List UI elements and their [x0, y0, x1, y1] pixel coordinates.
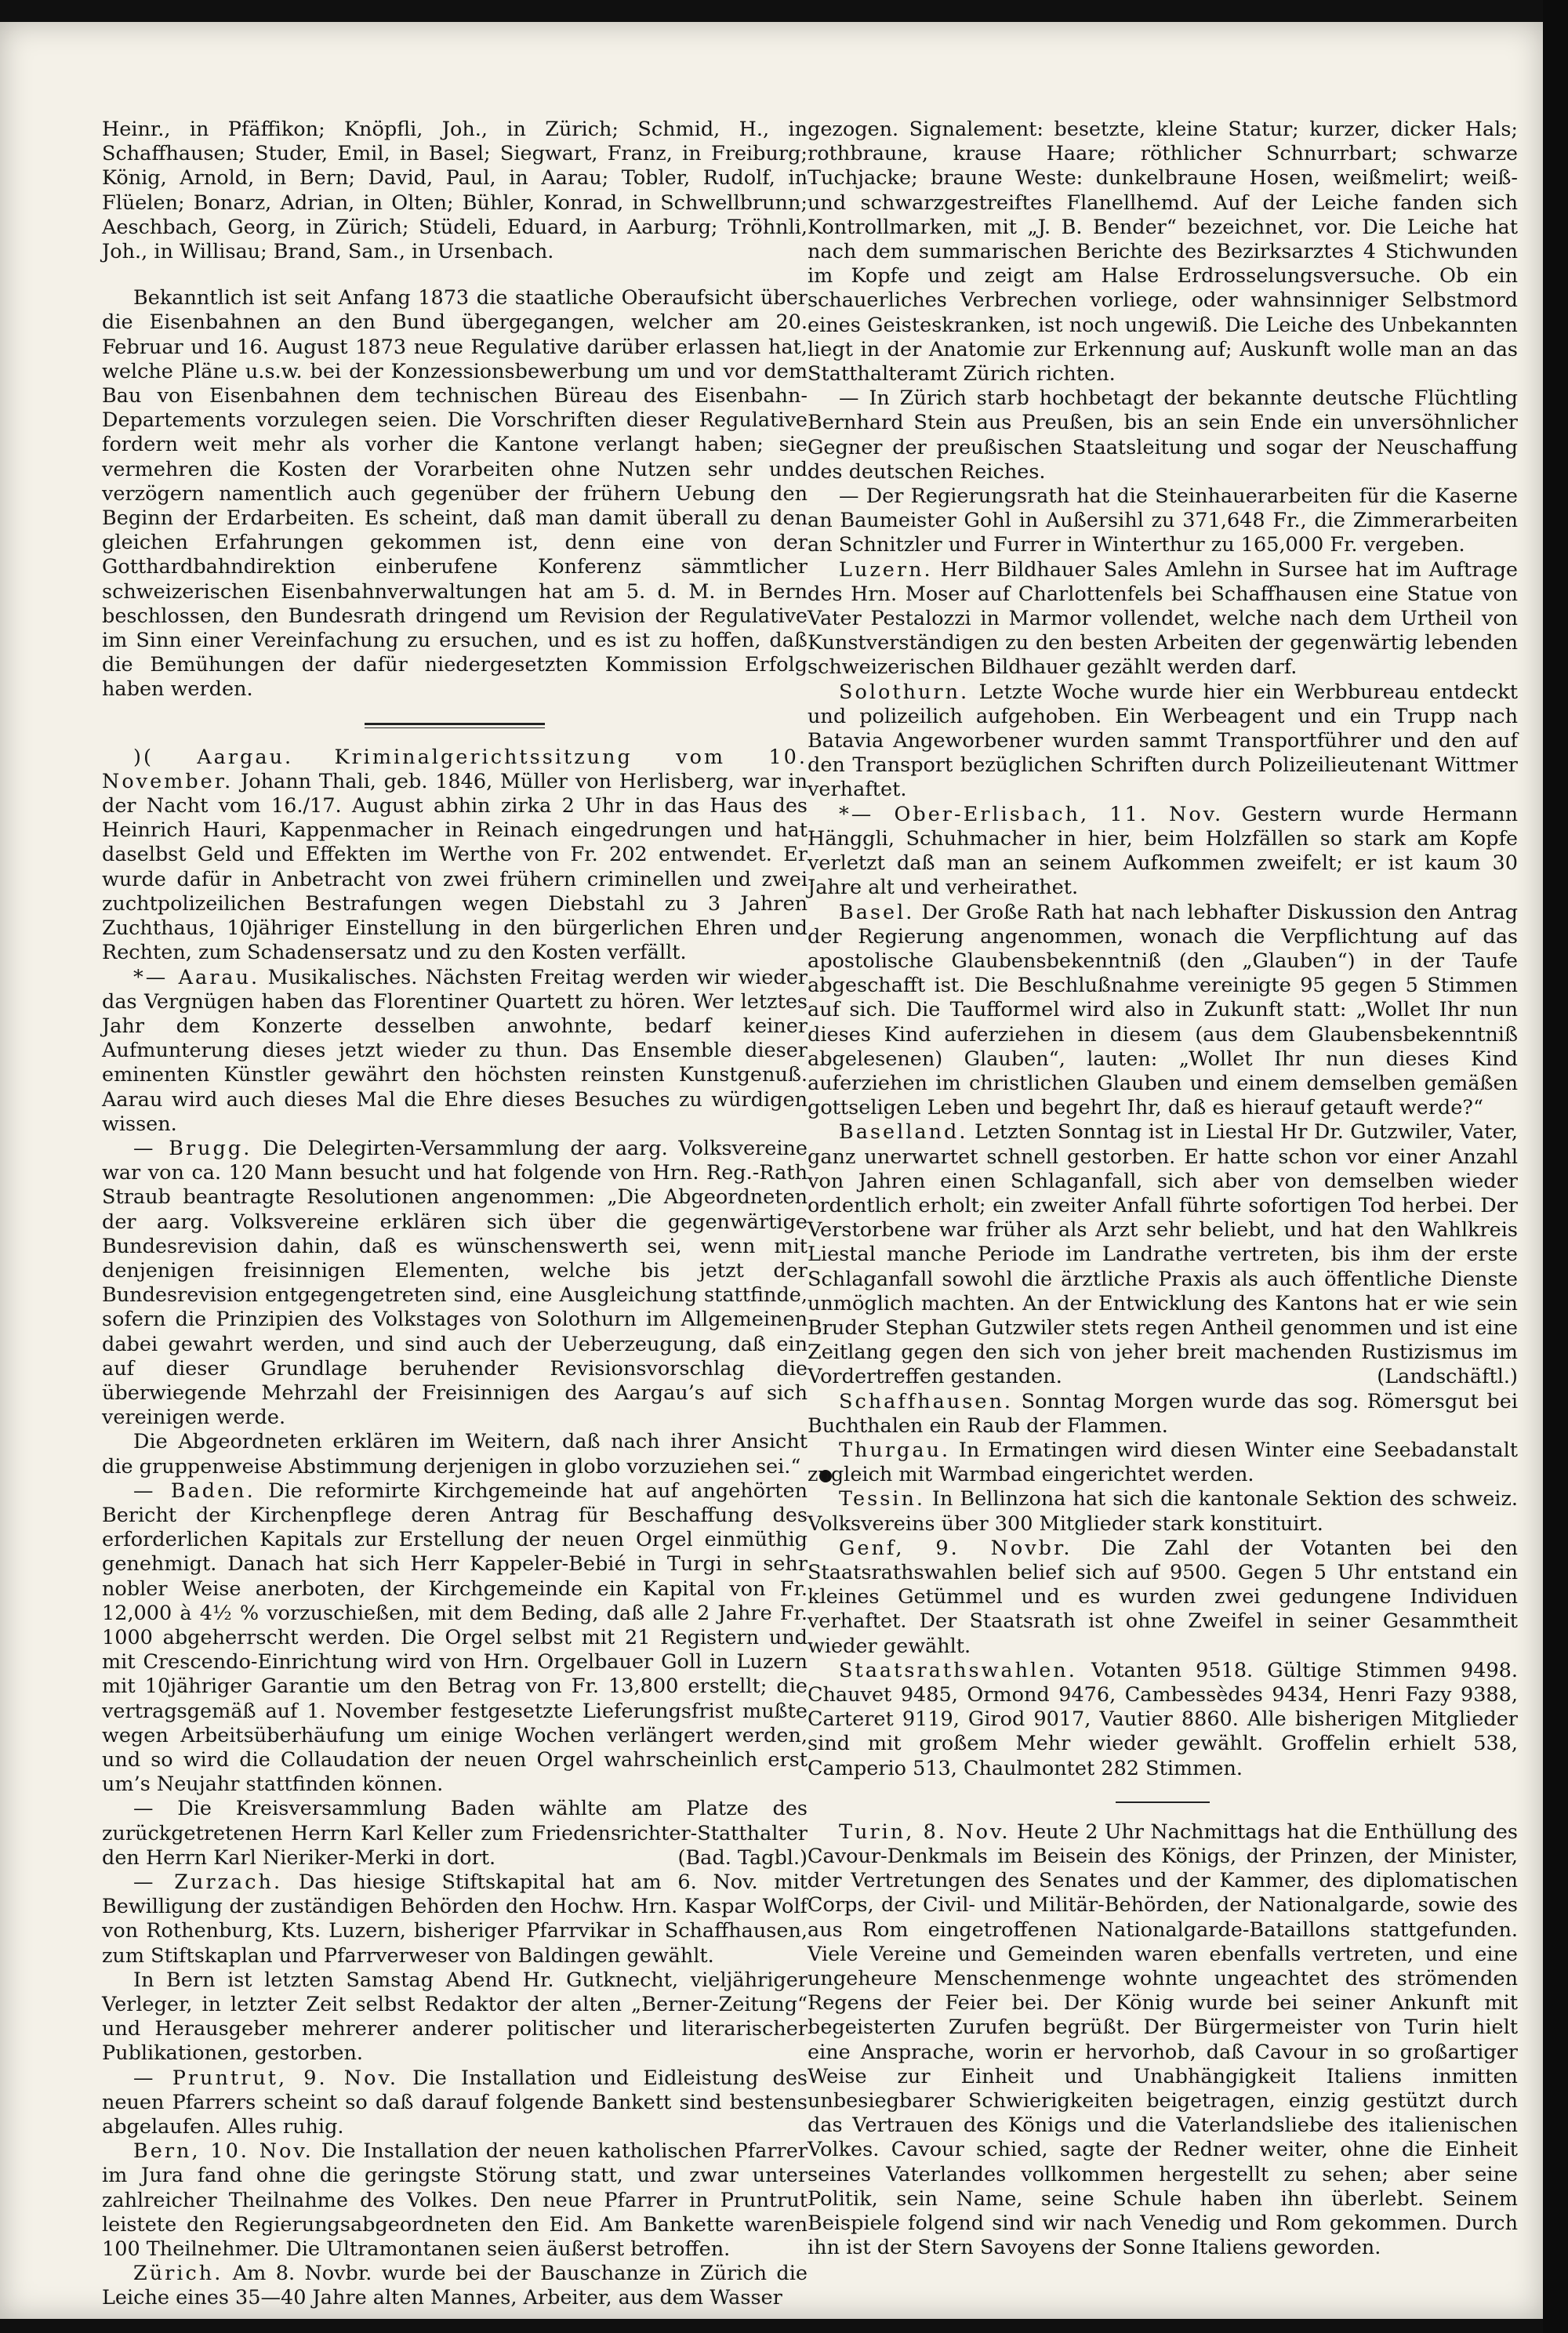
article-turin: Turin, 8. Nov. Heute 2 Uhr Nachmittags hat die Enthüllung des Cavour-Denkmals im Beisein des Königs, der Prinzen, der Minister, der Vertretungen des Senates und der Kammer, des diplomatischen Corps, der Civil- und Militär-Behörden, der Nationalgarde, sowie des aus Rom eingetroffenen Nationalgarde-Bataillons stattgefunden. Viele Vereine und Gemeinden waren ebenfalls vertreten, und eine ungeheure Menschenmenge wohnte ungeachtet des strömenden Regens der Feier bei. Der König wurde bei seiner Ankunft mit begeisterten Zurufen begrüßt. Der Bürgermeister von Turin hielt eine Ansprache, worin er hervorhob, daß Cavour in so großartiger Weise zur Einheit und Unabhängigkeit Italiens inmitten unbesiegbarer Schwierigkeiten beigetragen, einzig gestützt durch das Vertrauen des Königs und die Vaterlandsliebe des italienischen Volkes. Cavour schied, sagte der Redner weiter, ohne die Einheit seines Vaterlandes vollkommen hergestellt zu sehen; aber seine Politik, sein Name, seine Schule haben ihn überlebt. Seinem Beispiele folgend sind wir nach Venedig und Rom gekommen. Durch ihn ist der Stern Savoyens der Sonne Italiens geworden. [808, 1820, 1518, 2260]
article-brugg-cont: Die Abgeordneten erklären im Weitern, daß nach ihrer Ansicht die gruppenweise Abstimmung derjenigen in globo vorzuziehen sei.“ [102, 1430, 808, 1479]
article-bern-obituary: In Bern ist letzten Samstag Abend Hr. Gutknecht, vieljähriger Verleger, in letzter Zeit selbst Redaktor der alten „Berner-Zeitung“ und Herausgeber mehrerer anderer politischer und literarischer Publikationen, gestorben. [102, 1968, 808, 2066]
article-solothurn: Solothurn. Letzte Woche wurde hier ein Werbbureau entdeckt und polizeilich aufgehoben. Ein Werbeagent und ein Trupp nach Batavia Angeworbener wurden sammt Transportführer und den auf den Transport bezüglichen Schriften durch Polizeilieutenant Wittmer verhaftet. [808, 680, 1518, 802]
article-tessin: Tessin. In Bellinzona hat sich die kantonale Sektion des schweiz. Volksvereins über 300 Mitglieder stark konstituirt. [808, 1487, 1518, 1536]
article-thurgau: Thurgau. In Ermatingen wird diesen Winter eine Seebadanstalt zugleich mit Warmbad eingerichtet werden. [808, 1438, 1519, 1487]
section-divider [1116, 1801, 1210, 1803]
article-luzern: Luzern. Herr Bildhauer Sales Amlehn in Sursee hat im Auftrage des Hrn. Moser auf Charlottenfels bei Schaffhausen eine Statue von Vater Pestalozzi in Marmor vollendet, welche nach dem Urtheil von Kunstverständigen zu den besten Arbeiten der gegenwärtig lebenden schweizerischen Bildhauer gezählt werden darf. [808, 557, 1518, 680]
article-zurich-body: Zürich. Am 8. Novbr. wurde bei der Bauschanze in Zürich die Leiche eines 35—40 Jahre alten Mannes, Arbeiter, aus dem Wasser [102, 2262, 808, 2310]
section-divider [365, 723, 545, 728]
subheading: Kriminalgerichtssitzung vom 10. November. [102, 745, 808, 793]
article-baden-election: — Die Kreisversammlung Baden wählte am Platze des zurückgetretenen Herrn Karl Keller zum Friedensrichter-Statthalter den Herrn Karl Nieriker-Merki in dort. (Bad. Tagbl.) [102, 1797, 808, 1870]
source-credit: (Bad. Tagbl.) [677, 1845, 808, 1870]
article-zurich-body-cont: gezogen. Signalement: besetzte, kleine Statur; kurzer, dicker Hals; rothbraune, krause Haare; röthlicher Schnurrbart; schwarze Tuchjacke; braune Weste: dunkelbraune Hosen, weißmelirt; weiß- und schwarzgestreiftes Flanellhemd. Auf der Leiche fanden sich Kontrollmarken, mit „J. B. Bender“ bezeichnet, vor. Die Leiche hat nach dem summarischen Berichte des Bezirksarztes 4 Stichwunden im Kopfe und zeigt am Halse Erdrosselungsversuche. Ob ein schauerliches Verbrechen vorliege, oder wahnsinniger Selbstmord eines Geisteskranken, ist noch ungewiß. Die Leiche des Unbekannten liegt in der Anatomie zur Erkennung auf; Auskunft wolle man an das Statthalteramt Zürich richten. [808, 118, 1518, 386]
article-zurich-kaserne: — Der Regierungsrath hat die Steinhauerarbeiten für die Kaserne an Baumeister Gohl in Außersihl zu 371,648 Fr., die Zimmerarbeiten an Schnitzler und Furrer in Winterthur zu 165,000 Fr. vergeben. [808, 484, 1518, 557]
article-ober-erlisbach: *— Ober-Erlisbach, 11. Nov. Gestern wurde Hermann Hänggli, Schuhmacher in hier, beim Holzfällen so stark am Kopfe verletzt daß man an seinem Aufkommen zweifelt; er ist kaum 30 Jahre alt und verheirathet. [808, 802, 1519, 900]
left-column [102, 118, 808, 2311]
article-zurzach: — Zurzach. Das hiesige Stiftskapital hat am 6. Nov. mit Bewilligung der zuständigen Behörden den Hochw. Hrn. Kaspar Wolf von Rothenburg, Kts. Luzern, bisheriger Pfarrvikar in Schaffhausen, zum Stiftskaplan und Pfarrverweser von Baldingen gewählt. [102, 1870, 808, 1968]
article-aarau-music: *— Aarau. Musikalisches. Nächsten Freitag werden wir wieder das Vergnügen haben das Florentiner Quartett zu hören. Wer letztes Jahr dem Konzerte desselben anwohnte, bedarf keiner Aufmunterung dieses jetzt wieder zu thun. Das Ensemble dieser eminenten Künstler gewährt den höchsten reinsten Kunstgenuß. Aarau wird auch dieses Mal die Ehre dieses Besuches zu würdigen wissen. [102, 965, 808, 1136]
article-baden-organ: — Baden. Die reformirte Kirchgemeinde hat auf angehörten Bericht der Kirchenpflege deren Antrag für Beschaffung des erforderlichen Kapitals zur Erstellung der neuen Orgel einmüthig genehmigt. Danach hat sich Herr Kappeler-Bebié in Turgi in sehr nobler Weise anerboten, der Kirchgemeinde ein Kapital von Fr. 12,000 à 4½ % vorzuschießen, mit dem Beding, daß alle 2 Jahre Fr. 1000 abgeherrscht werden. Die Orgel selbst mit 21 Registern und mit Crescendo-Einrichtung wird von Hrn. Orgelbauer Goll in Luzern mit 10jähriger Garantie um den Betrag von Fr. 13,800 erstellt; die vertragsgemäß auf 1. November festgesetzte Lieferungsfrist mußte wegen Arbeitsüberhäufung um einige Wochen verlängert werden, und so wird die Collaudation der neuen Orgel wahrscheinlich erst um’s Neujahr stattfinden können. [102, 1479, 808, 1797]
article-genf-results: Staatsrathswahlen. Votanten 9518. Gültige Stimmen 9498. Chauvet 9485, Ormond 9476, Cambessèdes 9434, Henri Fazy 9388, Carteret 9119, Girod 9017, Vautier 8860. Alle bisherigen Mitglieder sind mit großem Mehr wieder gewählt. Groffelin erhielt 538, Camperio 513, Chaulmontet 282 Stimmen. [808, 1658, 1519, 1780]
article-genf: Genf, 9. Novbr. Die Zahl der Votanten bei den Staatsrathswahlen belief sich auf 9500. Gegen 5 Uhr entstand ein kleines Getümmel und es wurden zwei gedungene Individuen verhaftet. Der Staatsrath ist ohne Zweifel in seiner Gesammtheit wieder gewählt. [808, 1536, 1518, 1658]
article-baselland: Baselland. Letzten Sonntag ist in Liestal Hr Dr. Gutzwiler, Vater, ganz unerwartet schnell gestorben. Er hatte schon vor einer Anzahl von Jahren einen Schlaganfall, sich aber von demselben wieder ordentlich erholt; ein zweiter Anfall führte sofortigen Tod herbei. Der Verstorbene war früher als Arzt sehr beliebt, und hat den Wahlkreis Liestal manche Periode im Landrathe vertreten, bis ihm der erste Schlaganfall sowohl die ärztliche Praxis als auch öffentliche Dienste unmöglich machten. An der Entwicklung des Kantons hat er wie sein Bruder Stephan Gutzwiler stets regen Antheil genommen und ist eine Zeitlang gegen den sich von jeher breit machenden Rustizismus im Vordertreffen gestanden. (Landschäftl.) [808, 1120, 1519, 1389]
article-basel: Basel. Der Große Rath hat nach lebhafter Diskussion den Antrag der Regierung angenommen, wonach die Verpflichtung auf das apostolische Glaubensbekenntniß (den „Glauben“) in der Taufe abgeschafft ist. Die Beschlußnahme vereinigte 95 gegen 5 Stimmen auf sich. Die Taufformel wird also in Zukunft statt: „Wollet Ihr nun dieses Kind auferziehen in diesem (aus dem Glaubensbekenntniß abgelesenen) Glauben“, lauten: „Wollet Ihr nun dieses Kind auferziehen im christlichen Glauben und einem demselben gemäßen gottseligen Leben und begehrt Ihr, daß es hierauf getauft werde?“ [808, 900, 1518, 1120]
source-credit: (Landschäftl.) [1377, 1365, 1518, 1389]
name-list: Heinr., in Pfäffikon; Knöpfli, Joh., in Zürich; Schmid, H., in Schaffhausen; Studer, Emil, in Basel; Siegwart, Franz, in Freiburg; König, Arnold, in Bern; David, Paul, in Aarau; Tobler, Rudolf, in Flüelen; Bonarz, Adrian, in Olten; Bühler, Konrad, in Schwellbrunn; Aeschbach, Georg, in Zürich; Stüdeli, Eduard, in Aarburg; Tröhnli, Joh., in Willisau; Brand, Sam., in Ursenbach. [102, 118, 808, 264]
dateline: )( Aargau. [133, 745, 294, 769]
article-schaffhausen: Schaffhausen. Sonntag Morgen wurde das sog. Römersgut bei Buchthalen ein Raub der Flammen. [808, 1389, 1519, 1438]
article-bern-installation: Bern, 10. Nov. Die Installation der neuen katholischen Pfarrer im Jura fand ohne die geringste Störung statt, und zwar unter zahlreicher Theilnahme des Volkes. Den neue Pfarrer in Pruntrut leistete den Regierungsabgeordneten den Eid. Am Bankette waren 100 Theilnehmer. Die Ultramontanen seien äußerst betroffen. [102, 2139, 808, 2262]
article-pruntrut: — Pruntrut, 9. Nov. Die Installation und Eidleistung des neuen Pfarrers scheint so daß darauf folgende Bankett sind bestens abgelaufen. Alles ruhig. [102, 2066, 808, 2139]
right-column [808, 118, 1518, 2260]
article-railway-regulation: Bekanntlich ist seit Anfang 1873 die staatliche Oberaufsicht über die Eisenbahnen an den Bund übergegangen, welcher am 20. Februar und 16. August 1873 neue Regulative darüber erlassen hat, welche Pläne u.s.w. bei der Konzessionsbewerbung um und vor dem Bau von Eisenbahnen dem technischen Büreau des Eisenbahn-Departements vorzulegen seien. Die Vorschriften dieser Regulative fordern weit mehr als vorher die Kantone verlangt haben; sie vermehren die Kosten der Vorarbeiten ohne Nutzen sehr und verzögern namentlich auch gegenüber der frühern Uebung den Beginn der Erdarbeiten. Es scheint, daß man damit überall zu den gleichen Erfahrungen gekommen ist, denn eine von der Gotthardbahndirektion einberufene Konferenz sämmtlicher schweizerischen Eisenbahnverwaltungen hat am 5. d. M. in Bern beschlossen, den Bundesrath dringend um Revision der Regulative im Sinn einer Vereinfachung zu ersuchen, und es ist zu hoffen, daß die Bemühungen der dafür niedergesetzten Kommission Erfolg haben werden. [102, 286, 808, 702]
article-brugg: — Brugg. Die Delegirten-Versammlung der aarg. Volksvereine war von ca. 120 Mann besucht und hat folgende von Hrn. Reg.-Rath Straub beantragte Resolutionen angenommen: „Die Abgeordneten der aarg. Volksvereine erklären sich über die gegenwärtige Bundesrevision dahin, daß es wünschenswerth sei, wenn mit denjenigen freisinnigen Elementen, welche bis jetzt der Bundesrevision entgegengetreten sind, eine Ausgleichung stattfinde, sofern die Prinzipien des Volkstages von Solothurn im Allgemeinen dabei gewahrt werden, und sind auch der Ueberzeugung, daß ein auf dieser Grundlage beruhender Revisionsvorschlag die überwiegende Mehrzahl der Freisinnigen des Aargau’s auf sich vereinigen werde. [102, 1136, 808, 1430]
article-aargau-court: )( Aargau. Kriminalgerichtssitzung vom 10. November. Johann Thali, geb. 1846, Müller von Herlisberg, war in der Nacht vom 16./17. August abhin zirka 2 Uhr in das Haus des Heinrich Hauri, Kappenmacher in Reinach eingedrungen und hat daselbst Geld und Effekten im Werthe von Fr. 202 entwendet. Er wurde dafür in Anbetracht von zwei frühern criminellen und zwei zuchtpolizeilichen Bestrafungen wegen Diebstahl zu 3 Jahren Zuchthaus, 10jähriger Einstellung in den bürgerlichen Ehren und Rechten, zum Schadensersatz und zu den Kosten verfällt. [102, 745, 808, 965]
scan-border [1543, 0, 1568, 2333]
article-zurich-stein: — In Zürich starb hochbetagt der bekannte deutsche Flüchtling Bernhard Stein aus Preußen, bis an sein Ende ein unversöhnlicher Gegner der preußischen Staatsleitung und sogar der Neuschaffung des deutschen Reiches. [808, 386, 1518, 484]
